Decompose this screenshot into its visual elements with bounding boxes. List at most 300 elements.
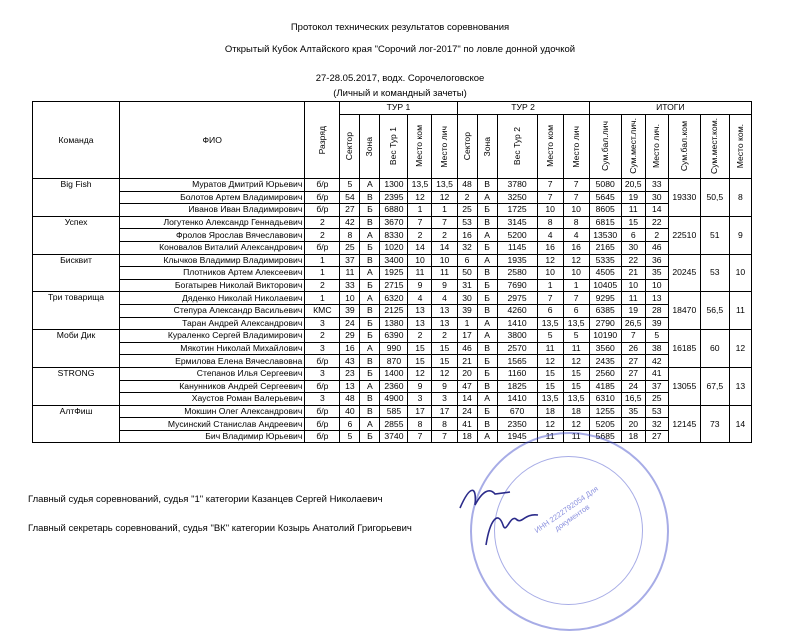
result-cell: 6: [537, 304, 563, 317]
result-cell: 2560: [589, 367, 621, 380]
result-cell: 11: [537, 430, 563, 443]
secretary-signature: [478, 505, 548, 550]
athlete-name: Степанов Илья Сергеевич: [120, 367, 305, 380]
result-cell: 2: [408, 330, 432, 343]
result-cell: 30: [457, 292, 477, 305]
result-cell: 1: [305, 267, 340, 280]
result-cell: 5685: [589, 430, 621, 443]
result-cell: А: [360, 418, 380, 431]
result-cell: 2: [305, 216, 340, 229]
result-cell: 5080: [589, 179, 621, 192]
result-cell: 1: [432, 204, 457, 217]
date-place: 27-28.05.2017, водх. Сорочелоговское: [315, 73, 485, 84]
result-cell: 14: [408, 241, 432, 254]
result-cell: 25: [340, 241, 360, 254]
result-cell: 4: [408, 292, 432, 305]
result-cell: 5205: [589, 418, 621, 431]
athlete-name: Коновалов Виталий Александрович: [120, 241, 305, 254]
result-cell: 35: [621, 405, 645, 418]
result-cell: 5645: [589, 191, 621, 204]
result-cell: В: [477, 342, 497, 355]
table-row: [33, 179, 752, 192]
result-cell: В: [477, 304, 497, 317]
team-name: Big Fish: [33, 179, 120, 217]
result-cell: 1: [305, 254, 340, 267]
result-cell: 2: [305, 330, 340, 343]
header-tour2: ТУР 2: [457, 102, 589, 115]
result-cell: 8: [563, 216, 589, 229]
header-totals: ИТОГИ: [589, 102, 751, 115]
result-cell: 7: [408, 430, 432, 443]
table-row: [33, 330, 752, 343]
athlete-name: Дяденко Николай Николаевич: [120, 292, 305, 305]
result-cell: 20,5: [621, 179, 645, 192]
result-cell: 1: [305, 292, 340, 305]
result-cell: 10: [621, 279, 645, 292]
result-cell: 53: [645, 405, 668, 418]
result-cell: А: [477, 393, 497, 406]
result-cell: 1380: [380, 317, 408, 330]
result-cell: 38: [645, 342, 668, 355]
team-team-place: 9: [729, 216, 751, 254]
result-cell: 15: [537, 367, 563, 380]
athlete-name: Иванов Иван Владимирович: [120, 204, 305, 217]
athlete-name: Ермилова Елена Вячеславовна: [120, 355, 305, 368]
result-cell: 17: [408, 405, 432, 418]
table-row: [33, 393, 752, 406]
result-cell: 36: [645, 254, 668, 267]
result-cell: 670: [497, 405, 537, 418]
team-team-pts: 18470: [668, 292, 700, 330]
result-cell: 15: [621, 216, 645, 229]
table-row: [33, 229, 752, 242]
result-cell: 42: [645, 355, 668, 368]
result-cell: 7: [537, 191, 563, 204]
header-place-pers1: Место лич: [432, 114, 457, 178]
result-cell: 4: [537, 229, 563, 242]
result-cell: 9: [408, 380, 432, 393]
result-cell: 40: [340, 405, 360, 418]
result-cell: 7: [621, 330, 645, 343]
result-cell: 48: [340, 393, 360, 406]
result-cell: 2580: [497, 267, 537, 280]
result-cell: 39: [457, 304, 477, 317]
table-row: [33, 367, 752, 380]
result-cell: 5200: [497, 229, 537, 242]
result-cell: 4: [563, 229, 589, 242]
result-cell: 1020: [380, 241, 408, 254]
result-cell: 1145: [497, 241, 537, 254]
result-cell: А: [360, 342, 380, 355]
header-sector2: Сектор: [457, 114, 477, 178]
result-cell: Б: [477, 204, 497, 217]
team-name: Бисквит: [33, 254, 120, 292]
result-cell: 16,5: [621, 393, 645, 406]
table-row: [33, 216, 752, 229]
result-cell: 26,5: [621, 317, 645, 330]
athlete-name: Хаустов Роман Валерьевич: [120, 393, 305, 406]
header-sector1: Сектор: [340, 114, 360, 178]
result-cell: А: [360, 292, 380, 305]
result-cell: 2: [457, 191, 477, 204]
result-cell: В: [360, 405, 380, 418]
result-cell: 13530: [589, 229, 621, 242]
result-cell: 3800: [497, 330, 537, 343]
team-team-pts: 13055: [668, 367, 700, 405]
result-cell: 12: [432, 367, 457, 380]
result-cell: 13,5: [408, 179, 432, 192]
result-cell: 14: [457, 393, 477, 406]
athlete-name: Логутенко Александр Геннадьевич: [120, 216, 305, 229]
result-cell: б/р: [305, 191, 340, 204]
result-cell: 15: [563, 380, 589, 393]
result-cell: Б: [477, 279, 497, 292]
header-weight2: Вес Тур 2: [497, 114, 537, 178]
result-cell: 23: [340, 367, 360, 380]
result-cell: А: [360, 179, 380, 192]
result-cell: 2: [305, 229, 340, 242]
result-cell: 37: [645, 380, 668, 393]
header-place-team-total: Место ком.: [729, 114, 751, 178]
result-cell: 10: [563, 267, 589, 280]
result-cell: 3740: [380, 430, 408, 443]
result-cell: 10: [645, 279, 668, 292]
result-cell: 2360: [380, 380, 408, 393]
result-cell: 5: [563, 330, 589, 343]
team-name: Три товарища: [33, 292, 120, 330]
result-cell: 3: [305, 393, 340, 406]
table-row: [33, 304, 752, 317]
result-cell: 6: [457, 254, 477, 267]
result-cell: В: [477, 267, 497, 280]
result-cell: Б: [477, 367, 497, 380]
team-name: АлтФиш: [33, 405, 120, 443]
result-cell: В: [477, 380, 497, 393]
result-cell: 3: [408, 393, 432, 406]
table-row: [33, 342, 752, 355]
result-cell: 30: [621, 241, 645, 254]
result-cell: 16: [340, 342, 360, 355]
result-cell: 1: [408, 204, 432, 217]
result-cell: А: [360, 267, 380, 280]
result-cell: 19: [621, 191, 645, 204]
team-team-place: 10: [729, 254, 751, 292]
result-cell: 6310: [589, 393, 621, 406]
result-cell: А: [477, 191, 497, 204]
result-cell: 18: [621, 430, 645, 443]
result-cell: 10: [537, 267, 563, 280]
team-name: Моби Дик: [33, 330, 120, 368]
header-zone2: Зона: [477, 114, 497, 178]
result-cell: Б: [477, 355, 497, 368]
result-cell: Б: [477, 241, 497, 254]
result-cell: 27: [621, 355, 645, 368]
result-cell: 6320: [380, 292, 408, 305]
result-cell: 2715: [380, 279, 408, 292]
result-cell: 13: [408, 304, 432, 317]
result-cell: 1300: [380, 179, 408, 192]
result-cell: 11: [621, 204, 645, 217]
result-cell: 7: [432, 216, 457, 229]
result-cell: В: [360, 393, 380, 406]
result-cell: 10: [563, 204, 589, 217]
result-cell: 13,5: [563, 317, 589, 330]
result-cell: 3: [432, 393, 457, 406]
result-cell: 6880: [380, 204, 408, 217]
result-cell: 15: [432, 355, 457, 368]
team-team-pts: 22510: [668, 216, 700, 254]
result-cell: 9: [408, 279, 432, 292]
result-cell: 17: [457, 330, 477, 343]
result-cell: 1565: [497, 355, 537, 368]
result-cell: 46: [645, 241, 668, 254]
result-cell: 16: [537, 241, 563, 254]
athlete-name: Плотников Артем Алексеевич: [120, 267, 305, 280]
header-tour1: ТУР 1: [340, 102, 457, 115]
header-place-team2: Место ком: [537, 114, 563, 178]
result-cell: 6: [621, 229, 645, 242]
result-cell: 11: [432, 267, 457, 280]
result-cell: В: [360, 216, 380, 229]
result-cell: Б: [477, 292, 497, 305]
result-cell: 15: [537, 380, 563, 393]
result-cell: 20: [621, 418, 645, 431]
result-cell: 15: [563, 367, 589, 380]
result-cell: 50: [457, 267, 477, 280]
team-team-places: 51: [700, 216, 729, 254]
result-cell: 11: [340, 267, 360, 280]
team-team-pts: 19330: [668, 179, 700, 217]
result-cell: 13: [432, 304, 457, 317]
result-cell: А: [477, 330, 497, 343]
result-cell: б/р: [305, 430, 340, 443]
result-cell: Б: [360, 204, 380, 217]
result-cell: 15: [408, 342, 432, 355]
result-cell: 2395: [380, 191, 408, 204]
result-cell: А: [477, 317, 497, 330]
result-cell: 2: [645, 229, 668, 242]
result-cell: 39: [645, 317, 668, 330]
header-place-pers2: Место лич: [563, 114, 589, 178]
result-cell: 48: [457, 179, 477, 192]
result-cell: 12: [563, 418, 589, 431]
result-cell: В: [477, 216, 497, 229]
result-cell: 10: [408, 254, 432, 267]
team-team-places: 73: [700, 405, 729, 443]
result-cell: 28: [645, 304, 668, 317]
header-place-team1: Место ком: [408, 114, 432, 178]
athlete-name: Мусинский Станислав Андреевич: [120, 418, 305, 431]
team-team-place: 12: [729, 330, 751, 368]
table-row: [33, 380, 752, 393]
result-cell: 15: [432, 342, 457, 355]
athlete-name: Канунников Андрей Сергеевич: [120, 380, 305, 393]
athlete-name: Клычков Владимир Владимирович: [120, 254, 305, 267]
result-cell: 12: [563, 254, 589, 267]
result-cell: 13: [408, 317, 432, 330]
result-cell: 39: [340, 304, 360, 317]
result-cell: 6: [340, 418, 360, 431]
result-cell: 20: [457, 367, 477, 380]
result-cell: 18: [457, 430, 477, 443]
result-cell: 2435: [589, 355, 621, 368]
table-row: [33, 292, 752, 305]
team-name: STRONG: [33, 367, 120, 405]
result-cell: 14: [645, 204, 668, 217]
header-sum-pts-team: Сум.бал.ком: [668, 114, 700, 178]
result-cell: 8605: [589, 204, 621, 217]
result-cell: 1725: [497, 204, 537, 217]
result-cell: 3780: [497, 179, 537, 192]
result-cell: 27: [621, 367, 645, 380]
table-row: [33, 355, 752, 368]
result-cell: 2: [432, 229, 457, 242]
result-cell: б/р: [305, 418, 340, 431]
result-cell: 2125: [380, 304, 408, 317]
table-row: [33, 418, 752, 431]
athlete-name: Фролов Ярослав Вячеславович: [120, 229, 305, 242]
result-cell: 5: [340, 430, 360, 443]
result-cell: 12: [537, 418, 563, 431]
athlete-name: Болотов Артем Владимирович: [120, 191, 305, 204]
result-cell: 3: [305, 317, 340, 330]
result-cell: 1160: [497, 367, 537, 380]
result-cell: 4505: [589, 267, 621, 280]
header-fio: ФИО: [120, 102, 305, 179]
result-cell: 2: [432, 330, 457, 343]
result-cell: 16: [457, 229, 477, 242]
result-cell: 37: [340, 254, 360, 267]
team-team-place: 14: [729, 405, 751, 443]
athlete-name: Степура Александр Васильевич: [120, 304, 305, 317]
result-cell: 10: [537, 204, 563, 217]
result-cell: 42: [340, 216, 360, 229]
athlete-name: Таран Андрей Александрович: [120, 317, 305, 330]
result-cell: 11: [621, 292, 645, 305]
team-name: Успех: [33, 216, 120, 254]
team-team-pts: 20245: [668, 254, 700, 292]
result-cell: Б: [360, 367, 380, 380]
team-team-places: 56,5: [700, 292, 729, 330]
team-team-place: 13: [729, 367, 751, 405]
result-cell: 19: [621, 304, 645, 317]
result-cell: 29: [340, 330, 360, 343]
result-cell: 6815: [589, 216, 621, 229]
result-cell: 7: [537, 292, 563, 305]
result-cell: 13,5: [563, 393, 589, 406]
result-cell: 53: [457, 216, 477, 229]
result-cell: 1410: [497, 393, 537, 406]
header-weight1: Вес Тур 1: [380, 114, 408, 178]
result-cell: 24: [621, 380, 645, 393]
result-cell: 12: [408, 191, 432, 204]
table-row: [33, 317, 752, 330]
header-zone1: Зона: [360, 114, 380, 178]
result-cell: А: [360, 229, 380, 242]
result-cell: 1: [537, 279, 563, 292]
result-cell: 33: [340, 279, 360, 292]
result-cell: 2855: [380, 418, 408, 431]
team-team-pts: 16185: [668, 330, 700, 368]
result-cell: 10190: [589, 330, 621, 343]
result-cell: 12: [537, 355, 563, 368]
chief-judge-line: Главный судья соревнований, судья "1" категории Казанцев Сергей Николаевич: [28, 494, 383, 505]
result-cell: Б: [360, 279, 380, 292]
table-row: [33, 279, 752, 292]
result-cell: В: [360, 355, 380, 368]
result-cell: 7: [537, 179, 563, 192]
result-cell: 1935: [497, 254, 537, 267]
result-cell: 7690: [497, 279, 537, 292]
table-row: [33, 267, 752, 280]
result-cell: 41: [645, 367, 668, 380]
result-cell: 15: [408, 355, 432, 368]
team-team-place: 11: [729, 292, 751, 330]
header-place-pers-total: Место лич.: [645, 114, 668, 178]
result-cell: 1400: [380, 367, 408, 380]
athlete-name: Бич Владимир Юрьевич: [120, 430, 305, 443]
result-cell: 21: [457, 355, 477, 368]
result-cell: 13: [645, 292, 668, 305]
result-cell: 4185: [589, 380, 621, 393]
result-cell: 3: [305, 342, 340, 355]
result-cell: 8: [537, 216, 563, 229]
competition-type: (Личный и командный зачеты): [333, 88, 467, 99]
result-cell: 9295: [589, 292, 621, 305]
result-cell: 11: [563, 342, 589, 355]
athlete-name: Муратов Дмитрий Юрьевич: [120, 179, 305, 192]
result-cell: 9: [432, 279, 457, 292]
result-cell: 30: [645, 191, 668, 204]
results-body: [33, 179, 752, 443]
result-cell: В: [360, 254, 380, 267]
event-title: Открытый Кубок Алтайского края "Сорочий лог-2017" по ловле донной удочкой: [224, 44, 576, 55]
result-cell: 11: [537, 342, 563, 355]
result-cell: 11: [563, 430, 589, 443]
result-cell: б/р: [305, 179, 340, 192]
result-cell: 32: [457, 241, 477, 254]
result-cell: 7: [563, 179, 589, 192]
result-cell: 24: [457, 405, 477, 418]
result-cell: В: [360, 191, 380, 204]
result-cell: 4900: [380, 393, 408, 406]
result-cell: 3560: [589, 342, 621, 355]
result-cell: 33: [645, 179, 668, 192]
athlete-name: Кураленко Сергей Владимирович: [120, 330, 305, 343]
result-cell: 3400: [380, 254, 408, 267]
header-sum-place-pers: Сум.мест.лич.: [621, 114, 645, 178]
result-cell: 3670: [380, 216, 408, 229]
result-cell: б/р: [305, 204, 340, 217]
result-cell: 10405: [589, 279, 621, 292]
result-cell: 2350: [497, 418, 537, 431]
team-team-places: 60: [700, 330, 729, 368]
result-cell: А: [477, 229, 497, 242]
result-cell: 7: [563, 292, 589, 305]
result-cell: 7: [408, 216, 432, 229]
result-cell: 13: [340, 380, 360, 393]
result-cell: 13: [432, 317, 457, 330]
result-cell: 25: [645, 393, 668, 406]
result-cell: 6385: [589, 304, 621, 317]
result-cell: 2165: [589, 241, 621, 254]
table-row: [33, 204, 752, 217]
result-cell: 22: [621, 254, 645, 267]
result-cell: 17: [432, 405, 457, 418]
result-cell: А: [477, 430, 497, 443]
result-cell: 12: [537, 254, 563, 267]
result-cell: 5: [537, 330, 563, 343]
